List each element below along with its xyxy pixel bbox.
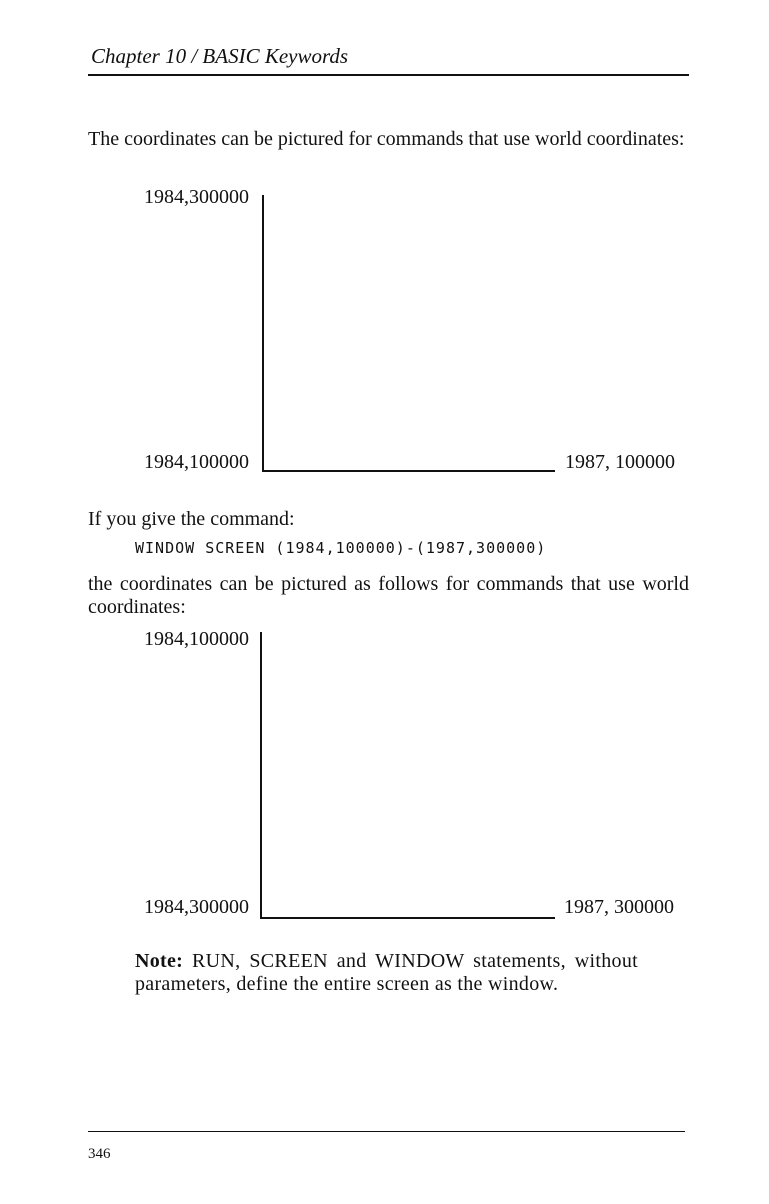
- note-label: Note:: [135, 950, 184, 972]
- command-intro: If you give the command:: [88, 508, 295, 530]
- command-code: WINDOW SCREEN (1984,100000)-(1987,300000): [135, 539, 547, 557]
- chapter-header: Chapter 10 / BASIC Keywords: [91, 44, 349, 68]
- diagram2-bottom-right-label: 1987, 300000: [564, 896, 674, 918]
- footer-divider: [88, 1131, 685, 1132]
- diagram2-top-left-label: 1984,100000: [144, 628, 249, 650]
- diagram1-y-axis: [262, 195, 264, 472]
- diagram1-x-axis: [262, 470, 555, 472]
- diagram2-x-axis: [260, 917, 555, 919]
- after-command-paragraph: the coordinates can be pictured as follows for commands that use world coordinates:: [88, 573, 689, 618]
- diagram1-top-left-label: 1984,300000: [144, 186, 249, 208]
- intro-paragraph: The coordinates can be pictured for commands that use world coordinates:: [88, 128, 685, 150]
- diagram2-bottom-left-label: 1984,300000: [144, 896, 249, 918]
- diagram1-bottom-right-label: 1987, 100000: [565, 451, 675, 473]
- note-block: [135, 950, 638, 996]
- diagram2-y-axis: [260, 632, 262, 919]
- page-number: 346: [88, 1146, 111, 1162]
- header-divider: [88, 74, 689, 76]
- note-text: RUN, SCREEN and WINDOW statements, without parameters, define the entire screen as the window.: [135, 950, 638, 995]
- diagram1-bottom-left-label: 1984,100000: [144, 451, 249, 473]
